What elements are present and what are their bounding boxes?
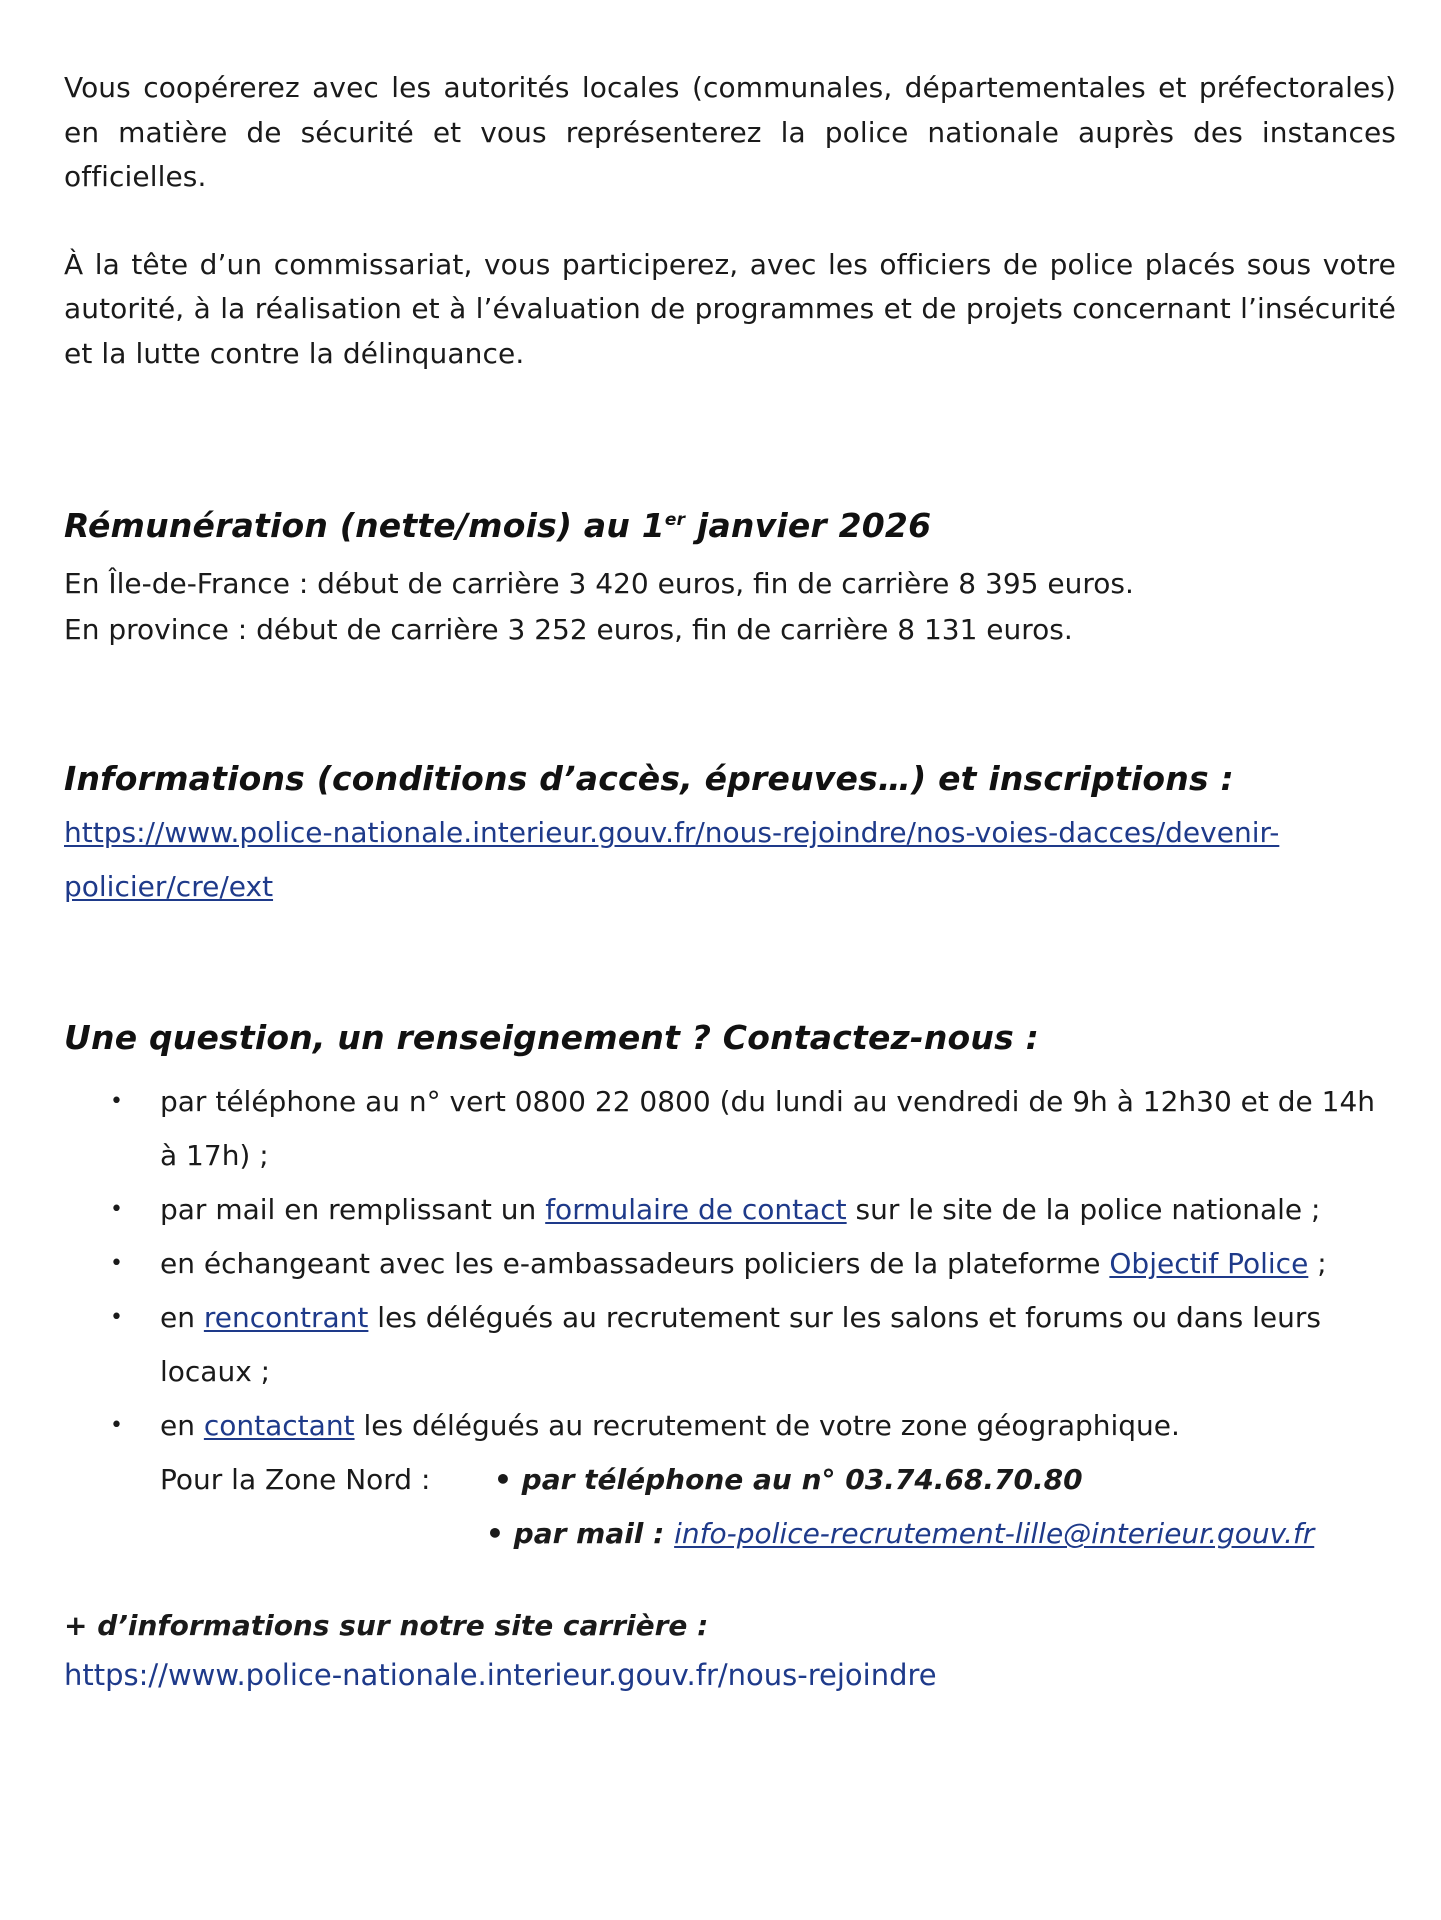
contact-form-link[interactable]: formulaire de contact xyxy=(545,1193,847,1226)
more-info-heading: + d’informations sur notre site carrière : xyxy=(64,1609,709,1642)
informations-link[interactable] xyxy=(64,806,1396,914)
career-site-url[interactable]: https://www.police-nationale.interieur.gouv.fr/nous-rejoindre xyxy=(64,1658,937,1692)
list-item xyxy=(64,1399,1396,1453)
salary-block xyxy=(64,561,1396,653)
document-page xyxy=(64,66,1396,1700)
informations-heading: Informations (conditions d’accès, épreuves…) et inscriptions : xyxy=(64,759,1234,798)
contact-zone-text-after: les délégués au recrutement de votre zone géographique. xyxy=(354,1409,1180,1442)
salary-ile-de-france: En Île-de-France : début de carrière 3 420 euros, fin de carrière 8 395 euros. xyxy=(64,567,1134,600)
informations-url-line-1[interactable]: https://www.police-nationale.interieur.gouv.fr/nous-rejoindre/nos-voies-dacces/devenir- xyxy=(64,816,1280,849)
rencontrant-link[interactable]: rencontrant xyxy=(203,1301,369,1334)
bullet-icon: • xyxy=(110,1413,123,1438)
contact-meet-text-after: les délégués au recrutement sur les salons et forums ou dans leurs locaux ; xyxy=(160,1301,1321,1388)
zone-nord-phone: • par téléphone au n° 03.74.68.70.80 xyxy=(494,1463,1083,1496)
bullet-icon: • xyxy=(110,1089,123,1114)
contact-ambassadors-text-before: en échangeant avec les e-ambassadeurs policiers de la plateforme xyxy=(160,1247,1110,1280)
contact-mail-text-before: par mail en remplissant un xyxy=(160,1193,546,1226)
zone-nord-mail xyxy=(486,1507,1314,1561)
contact-meet-text-before: en xyxy=(160,1301,204,1334)
remuneration-heading-date: janvier 2026 xyxy=(685,506,932,545)
list-item xyxy=(64,1291,1396,1399)
list-item xyxy=(64,1237,1396,1291)
zone-nord-label: Pour la Zone Nord : xyxy=(160,1463,431,1496)
contactant-link[interactable]: contactant xyxy=(203,1409,355,1442)
remuneration-heading-text: Rémunération (nette/mois) au 1 xyxy=(64,506,665,545)
objectif-police-link[interactable]: Objectif Police xyxy=(1109,1247,1309,1280)
intro-paragraph-1: Vous coopérerez avec les autorités locales (communales, départementales et préfectorales) en matière de sécurité et vous représenterez la police nationale auprès des instances officielles. xyxy=(64,71,1396,193)
contact-heading: Une question, un renseignement ? Contactez-nous : xyxy=(64,1018,1040,1057)
intro-paragraph-2: À la tête d’un commissariat, vous participerez, avec les officiers de police placés sous votre autorité, à la réalisation et à l’évaluation de programmes et de projets concernant l’insécurité et la lutte contre la délinquance. xyxy=(64,247,1396,370)
zone-nord-mail-label: • par mail : xyxy=(486,1517,675,1550)
bullet-icon: • xyxy=(110,1251,123,1276)
contact-zone-text-before: en xyxy=(160,1409,204,1442)
zone-nord-mail-row xyxy=(64,1507,1396,1561)
zone-nord-mail-link[interactable]: info-police-recrutement-lille@interieur.gouv.fr xyxy=(674,1517,1315,1550)
remuneration-heading xyxy=(64,506,1396,545)
bullet-icon: • xyxy=(110,1305,123,1330)
list-item xyxy=(64,1075,1396,1183)
zone-nord-row xyxy=(64,1453,1396,1507)
bullet-icon: • xyxy=(110,1197,123,1222)
salary-province: En province : début de carrière 3 252 euros, fin de carrière 8 131 euros. xyxy=(64,613,1073,646)
contact-phone-text: par téléphone au n° vert 0800 22 0800 (du lundi au vendredi de 9h à 12h30 et de 14h à 17h) ; xyxy=(160,1085,1376,1172)
contact-list xyxy=(64,1075,1396,1453)
contact-mail-text-after: sur le site de la police nationale ; xyxy=(846,1193,1321,1226)
contact-ambassadors-text-after: ; xyxy=(1308,1247,1327,1280)
informations-url-line-2[interactable]: policier/cre/ext xyxy=(64,870,274,903)
list-item xyxy=(64,1183,1396,1237)
remuneration-heading-sup: er xyxy=(664,510,686,530)
